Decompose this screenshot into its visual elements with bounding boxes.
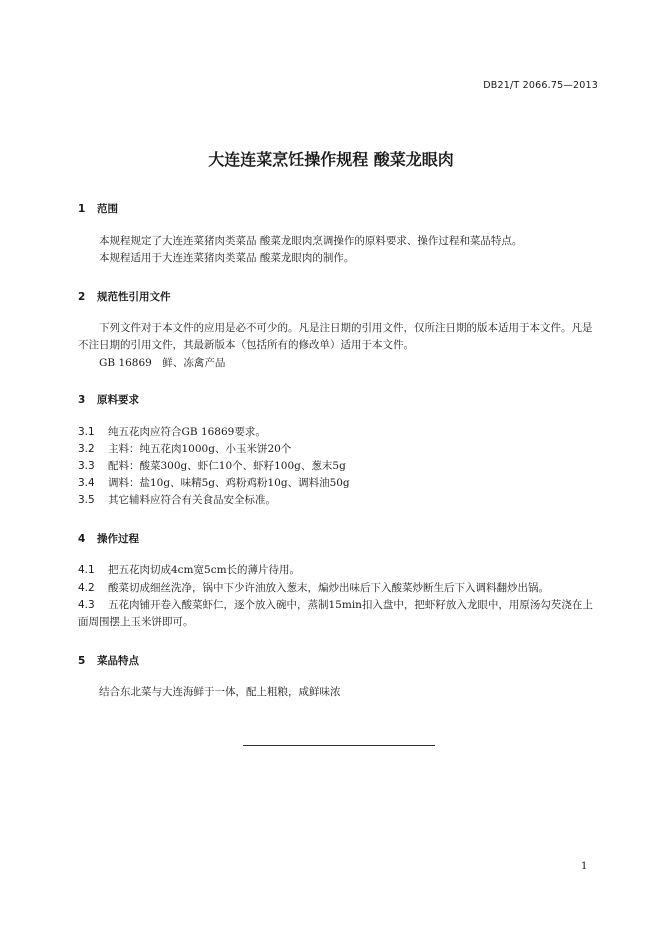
list-item bbox=[78, 597, 602, 630]
list-item bbox=[78, 424, 602, 441]
references-paragraph: 下列文件对于本文件的应用是必不可少的。凡是注日期的引用文件，仅所注日期的版本适用于本文件。凡是不注日期的引用文件，其最新版本（包括所有的修改单）适用于本文件。 bbox=[78, 322, 593, 351]
section-number: 2 bbox=[78, 291, 86, 303]
item-number: 4.2 bbox=[78, 582, 95, 594]
item-number: 3.1 bbox=[78, 426, 95, 438]
page-number: 1 bbox=[581, 861, 588, 872]
section-number: 4 bbox=[78, 533, 86, 545]
section-heading-procedure bbox=[78, 531, 139, 546]
item-text: 调料：盐10g、味精5g、鸡粉鸡粉10g、调料油50g bbox=[108, 477, 350, 489]
section-heading-raw-materials bbox=[78, 392, 139, 407]
item-number: 3.4 bbox=[78, 477, 95, 489]
item-number: 3.5 bbox=[78, 494, 95, 506]
item-number: 3.2 bbox=[78, 443, 95, 455]
item-number: 3.3 bbox=[78, 460, 95, 472]
list-item bbox=[78, 441, 602, 458]
scope-paragraph-2: 本规程适用于大连连菜猪肉类菜品 酸菜龙眼肉的制作。 bbox=[99, 252, 355, 264]
item-text: 其它辅料应符合有关食品安全标准。 bbox=[108, 494, 276, 506]
item-number: 4.3 bbox=[78, 599, 95, 611]
section-heading-normative-references bbox=[78, 289, 171, 304]
section-title: 规范性引用文件 bbox=[97, 291, 171, 303]
list-item bbox=[78, 458, 602, 475]
list-item bbox=[78, 562, 602, 579]
characteristics-paragraph: 结合东北菜与大连海鲜于一体，配上粗粮，咸鲜味浓 bbox=[99, 686, 341, 698]
end-of-document-rule bbox=[243, 745, 435, 746]
list-item bbox=[78, 492, 602, 509]
item-text: 纯五花肉应符合GB 16869要求。 bbox=[108, 426, 266, 438]
scope-paragraph-1: 本规程规定了大连连菜猪肉类菜品 酸菜龙眼肉烹调操作的原料要求、操作过程和菜品特点。 bbox=[99, 235, 523, 247]
document-code: DB21/T 2066.75—2013 bbox=[483, 80, 598, 91]
reference-item: GB 16869 鲜、冻禽产品 bbox=[99, 357, 226, 369]
section-number: 3 bbox=[78, 394, 86, 406]
item-text: 配料：酸菜300g、虾仁10个、虾籽100g、葱末5g bbox=[108, 460, 346, 472]
item-text: 主料：纯五花肉1000g、小玉米饼20个 bbox=[108, 443, 292, 455]
list-item bbox=[78, 580, 602, 597]
list-item bbox=[78, 475, 602, 492]
item-text: 五花肉铺开卷入酸菜虾仁，逐个放入碗中，蒸制15min扣入盘中，把虾籽放入龙眼中，用原汤勾芡浇在上面周围摆上玉米饼即可。 bbox=[78, 599, 593, 628]
section-title: 原料要求 bbox=[97, 394, 139, 406]
section-heading-characteristics bbox=[78, 653, 139, 668]
item-text: 把五花肉切成4cm宽5cm长的薄片待用。 bbox=[108, 564, 301, 576]
section-title: 范围 bbox=[97, 203, 118, 215]
section-heading-scope bbox=[78, 201, 118, 216]
item-number: 4.1 bbox=[78, 564, 95, 576]
document-title: 大连连菜烹饪操作规程 酸菜龙眼肉 bbox=[208, 150, 454, 169]
section-title: 菜品特点 bbox=[97, 655, 139, 667]
section-number: 1 bbox=[78, 203, 86, 215]
section-number: 5 bbox=[78, 655, 86, 667]
item-text: 酸菜切成细丝洗净，锅中下少许油放入葱末，煸炒出味后下入酸菜炒断生后下入调料翻炒出锅。 bbox=[108, 582, 549, 594]
section-title: 操作过程 bbox=[97, 533, 139, 545]
